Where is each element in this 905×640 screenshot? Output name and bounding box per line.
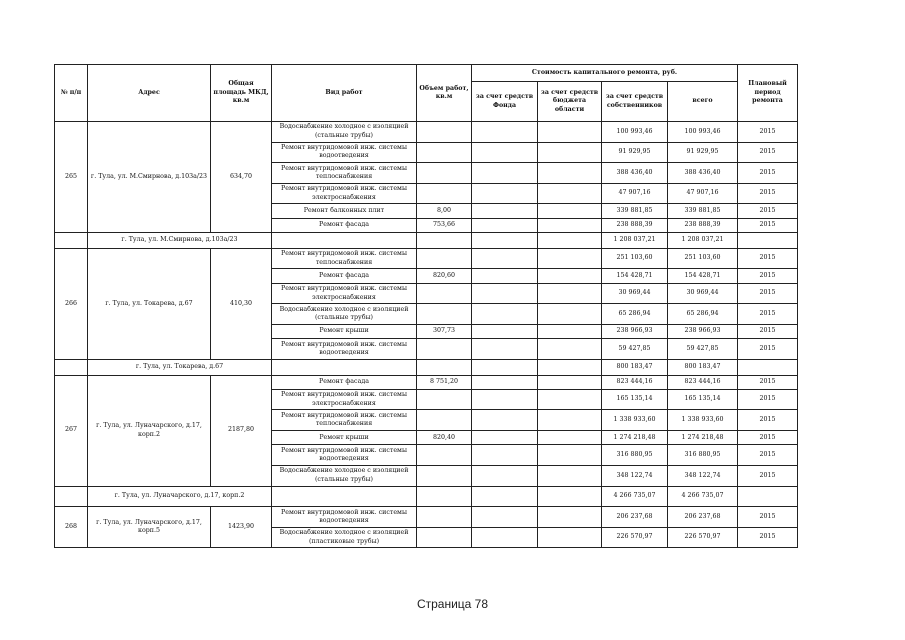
row-owners: 226 570,97 bbox=[602, 527, 668, 548]
row-budget bbox=[538, 122, 602, 143]
row-period: 2015 bbox=[738, 527, 798, 548]
row-total: 823 444,16 bbox=[668, 375, 738, 389]
row-owners: 30 969,44 bbox=[602, 283, 668, 304]
row-fund bbox=[472, 507, 538, 528]
row-owners: 1 274 218,48 bbox=[602, 431, 668, 445]
row-work-type: Водоснабжение холодное с изоляцией (стальные трубы) bbox=[272, 466, 417, 487]
row-total: 388 436,40 bbox=[668, 163, 738, 184]
row-fund bbox=[472, 218, 538, 232]
row-total: 206 237,68 bbox=[668, 507, 738, 528]
row-work-type: Ремонт внутридомовой инж. системы водоотведения bbox=[272, 339, 417, 360]
row-period: 2015 bbox=[738, 410, 798, 431]
row-period: 2015 bbox=[738, 466, 798, 487]
row-volume bbox=[417, 283, 472, 304]
row-budget bbox=[538, 269, 602, 283]
row-total: 1 274 218,48 bbox=[668, 431, 738, 445]
row-budget bbox=[538, 375, 602, 389]
row-volume bbox=[417, 527, 472, 548]
row-owners: 316 880,95 bbox=[602, 445, 668, 466]
col-header-total: всего bbox=[668, 82, 738, 122]
row-total: 348 122,74 bbox=[668, 466, 738, 487]
total-address: г. Тула, ул. М.Смирнова, д.103а/23 bbox=[88, 233, 272, 249]
row-budget bbox=[538, 339, 602, 360]
row-owners: 47 907,16 bbox=[602, 183, 668, 204]
total-address: г. Тула, ул. Токарева, д.67 bbox=[88, 359, 272, 375]
row-address: г. Тула, ул. Луначарского, д.17, корп.5 bbox=[88, 507, 211, 548]
row-volume: 820,40 bbox=[417, 431, 472, 445]
row-volume bbox=[417, 122, 472, 143]
row-work-type: Ремонт крыши bbox=[272, 324, 417, 338]
capital-repair-table bbox=[54, 64, 798, 548]
row-total: 238 966,93 bbox=[668, 324, 738, 338]
row-period: 2015 bbox=[738, 248, 798, 269]
row-total: 47 907,16 bbox=[668, 183, 738, 204]
row-work-type: Ремонт внутридомовой инж. системы электроснабжения bbox=[272, 389, 417, 410]
total-num bbox=[55, 233, 88, 249]
row-period: 2015 bbox=[738, 204, 798, 218]
row-fund bbox=[472, 445, 538, 466]
row-period: 2015 bbox=[738, 431, 798, 445]
row-budget bbox=[538, 410, 602, 431]
row-owners: 100 993,46 bbox=[602, 122, 668, 143]
row-total: 65 286,94 bbox=[668, 304, 738, 325]
row-total: 59 427,85 bbox=[668, 339, 738, 360]
row-owners: 91 929,95 bbox=[602, 142, 668, 163]
row-owners: 238 966,93 bbox=[602, 324, 668, 338]
row-total: 100 993,46 bbox=[668, 122, 738, 143]
row-total: 226 570,97 bbox=[668, 527, 738, 548]
total-all: 1 208 037,21 bbox=[668, 233, 738, 249]
row-work-type: Водоснабжение холодное с изоляцией (пластиковые трубы) bbox=[272, 527, 417, 548]
row-volume bbox=[417, 445, 472, 466]
row-volume bbox=[417, 248, 472, 269]
row-work-type: Ремонт внутридомовой инж. системы электроснабжения bbox=[272, 183, 417, 204]
row-total: 30 969,44 bbox=[668, 283, 738, 304]
row-volume bbox=[417, 339, 472, 360]
row-budget bbox=[538, 142, 602, 163]
row-work-type: Ремонт внутридомовой инж. системы водоотведения bbox=[272, 142, 417, 163]
row-area: 410,30 bbox=[211, 248, 272, 359]
row-volume bbox=[417, 507, 472, 528]
row-period: 2015 bbox=[738, 122, 798, 143]
row-address: г. Тула, ул. М.Смирнова, д.103а/23 bbox=[88, 122, 211, 233]
col-header-budget: за счет средств бюджета области bbox=[538, 82, 602, 122]
col-header-num: № п/п bbox=[55, 65, 88, 122]
row-owners: 238 888,39 bbox=[602, 218, 668, 232]
row-address: г. Тула, ул. Токарева, д.67 bbox=[88, 248, 211, 359]
row-budget bbox=[538, 466, 602, 487]
row-total: 238 888,39 bbox=[668, 218, 738, 232]
row-address: г. Тула, ул. Луначарского, д.17, корп.2 bbox=[88, 375, 211, 486]
row-number: 266 bbox=[55, 248, 88, 359]
row-period: 2015 bbox=[738, 389, 798, 410]
row-work-type: Водоснабжение холодное с изоляцией (стальные трубы) bbox=[272, 304, 417, 325]
row-number: 267 bbox=[55, 375, 88, 486]
row-fund bbox=[472, 339, 538, 360]
row-owners: 65 286,94 bbox=[602, 304, 668, 325]
row-volume: 753,66 bbox=[417, 218, 472, 232]
row-volume: 8,00 bbox=[417, 204, 472, 218]
row-volume bbox=[417, 183, 472, 204]
row-fund bbox=[472, 204, 538, 218]
row-period: 2015 bbox=[738, 269, 798, 283]
row-budget bbox=[538, 204, 602, 218]
col-header-area: Общая площадь МКД, кв.м bbox=[211, 65, 272, 122]
row-period: 2015 bbox=[738, 324, 798, 338]
row-budget bbox=[538, 507, 602, 528]
total-num bbox=[55, 486, 88, 507]
row-work-type: Ремонт внутридомовой инж. системы теплоснабжения bbox=[272, 410, 417, 431]
row-fund bbox=[472, 183, 538, 204]
row-total: 165 135,14 bbox=[668, 389, 738, 410]
row-total: 154 428,71 bbox=[668, 269, 738, 283]
row-fund bbox=[472, 142, 538, 163]
row-fund bbox=[472, 527, 538, 548]
row-budget bbox=[538, 183, 602, 204]
row-total: 339 881,85 bbox=[668, 204, 738, 218]
total-all: 4 266 735,07 bbox=[668, 486, 738, 507]
row-total: 251 103,60 bbox=[668, 248, 738, 269]
row-period: 2015 bbox=[738, 218, 798, 232]
row-fund bbox=[472, 269, 538, 283]
row-period: 2015 bbox=[738, 142, 798, 163]
row-area: 2187,80 bbox=[211, 375, 272, 486]
row-fund bbox=[472, 324, 538, 338]
table-row bbox=[55, 122, 798, 143]
row-budget bbox=[538, 389, 602, 410]
row-period: 2015 bbox=[738, 283, 798, 304]
row-total: 91 929,95 bbox=[668, 142, 738, 163]
row-budget bbox=[538, 304, 602, 325]
row-volume bbox=[417, 466, 472, 487]
total-owners: 4 266 735,07 bbox=[602, 486, 668, 507]
row-fund bbox=[472, 122, 538, 143]
row-volume: 8 751,20 bbox=[417, 375, 472, 389]
total-num bbox=[55, 359, 88, 375]
row-work-type: Ремонт фасада bbox=[272, 375, 417, 389]
col-header-period: Плановый период ремонта bbox=[738, 65, 798, 122]
page-number: Страница 78 bbox=[416, 597, 489, 611]
row-budget bbox=[538, 218, 602, 232]
row-owners: 339 881,85 bbox=[602, 204, 668, 218]
row-owners: 348 122,74 bbox=[602, 466, 668, 487]
row-number: 268 bbox=[55, 507, 88, 548]
row-budget bbox=[538, 445, 602, 466]
row-budget bbox=[538, 324, 602, 338]
row-fund bbox=[472, 283, 538, 304]
row-work-type: Ремонт внутридомовой инж. системы водоотведения bbox=[272, 445, 417, 466]
row-fund bbox=[472, 304, 538, 325]
row-work-type: Ремонт внутридомовой инж. системы теплоснабжения bbox=[272, 163, 417, 184]
row-period: 2015 bbox=[738, 375, 798, 389]
row-period: 2015 bbox=[738, 304, 798, 325]
row-owners: 154 428,71 bbox=[602, 269, 668, 283]
total-row bbox=[55, 359, 798, 375]
row-volume: 307,73 bbox=[417, 324, 472, 338]
col-header-address: Адрес bbox=[88, 65, 211, 122]
row-fund bbox=[472, 375, 538, 389]
row-budget bbox=[538, 283, 602, 304]
row-owners: 59 427,85 bbox=[602, 339, 668, 360]
row-fund bbox=[472, 466, 538, 487]
row-fund bbox=[472, 389, 538, 410]
row-volume bbox=[417, 142, 472, 163]
total-owners: 1 208 037,21 bbox=[602, 233, 668, 249]
row-work-type: Водоснабжение холодное с изоляцией (стальные трубы) bbox=[272, 122, 417, 143]
row-work-type: Ремонт внутридомовой инж. системы теплоснабжения bbox=[272, 248, 417, 269]
row-work-type: Ремонт фасада bbox=[272, 269, 417, 283]
row-fund bbox=[472, 410, 538, 431]
row-work-type: Ремонт крыши bbox=[272, 431, 417, 445]
total-all: 800 183,47 bbox=[668, 359, 738, 375]
total-owners: 800 183,47 bbox=[602, 359, 668, 375]
col-header-owners: за счет средств собственников bbox=[602, 82, 668, 122]
row-work-type: Ремонт фасада bbox=[272, 218, 417, 232]
row-period: 2015 bbox=[738, 339, 798, 360]
col-header-work-type: Вид работ bbox=[272, 65, 417, 122]
total-row bbox=[55, 486, 798, 507]
total-address: г. Тула, ул. Луначарского, д.17, корп.2 bbox=[88, 486, 272, 507]
total-row bbox=[55, 233, 798, 249]
row-volume: 820,60 bbox=[417, 269, 472, 283]
row-budget bbox=[538, 527, 602, 548]
row-owners: 823 444,16 bbox=[602, 375, 668, 389]
row-budget bbox=[538, 248, 602, 269]
row-owners: 1 338 933,60 bbox=[602, 410, 668, 431]
table-row bbox=[55, 248, 798, 269]
row-fund bbox=[472, 248, 538, 269]
row-period: 2015 bbox=[738, 445, 798, 466]
row-volume bbox=[417, 304, 472, 325]
table-row bbox=[55, 375, 798, 389]
row-owners: 251 103,60 bbox=[602, 248, 668, 269]
col-header-fund: за счет средств Фонда bbox=[472, 82, 538, 122]
row-owners: 206 237,68 bbox=[602, 507, 668, 528]
row-budget bbox=[538, 163, 602, 184]
row-fund bbox=[472, 163, 538, 184]
row-period: 2015 bbox=[738, 163, 798, 184]
row-period: 2015 bbox=[738, 183, 798, 204]
row-volume bbox=[417, 410, 472, 431]
row-budget bbox=[538, 431, 602, 445]
row-area: 1423,90 bbox=[211, 507, 272, 548]
row-number: 265 bbox=[55, 122, 88, 233]
row-area: 634,70 bbox=[211, 122, 272, 233]
row-volume bbox=[417, 163, 472, 184]
col-header-cost-group: Стоимость капитального ремонта, руб. bbox=[472, 65, 738, 82]
row-work-type: Ремонт балконных плит bbox=[272, 204, 417, 218]
row-total: 316 880,95 bbox=[668, 445, 738, 466]
row-owners: 388 436,40 bbox=[602, 163, 668, 184]
row-period: 2015 bbox=[738, 507, 798, 528]
row-work-type: Ремонт внутридомовой инж. системы водоотведения bbox=[272, 507, 417, 528]
row-volume bbox=[417, 389, 472, 410]
row-owners: 165 135,14 bbox=[602, 389, 668, 410]
row-fund bbox=[472, 431, 538, 445]
table-row bbox=[55, 507, 798, 528]
col-header-volume: Объем работ, кв.м bbox=[417, 65, 472, 122]
row-total: 1 338 933,60 bbox=[668, 410, 738, 431]
row-work-type: Ремонт внутридомовой инж. системы электроснабжения bbox=[272, 283, 417, 304]
